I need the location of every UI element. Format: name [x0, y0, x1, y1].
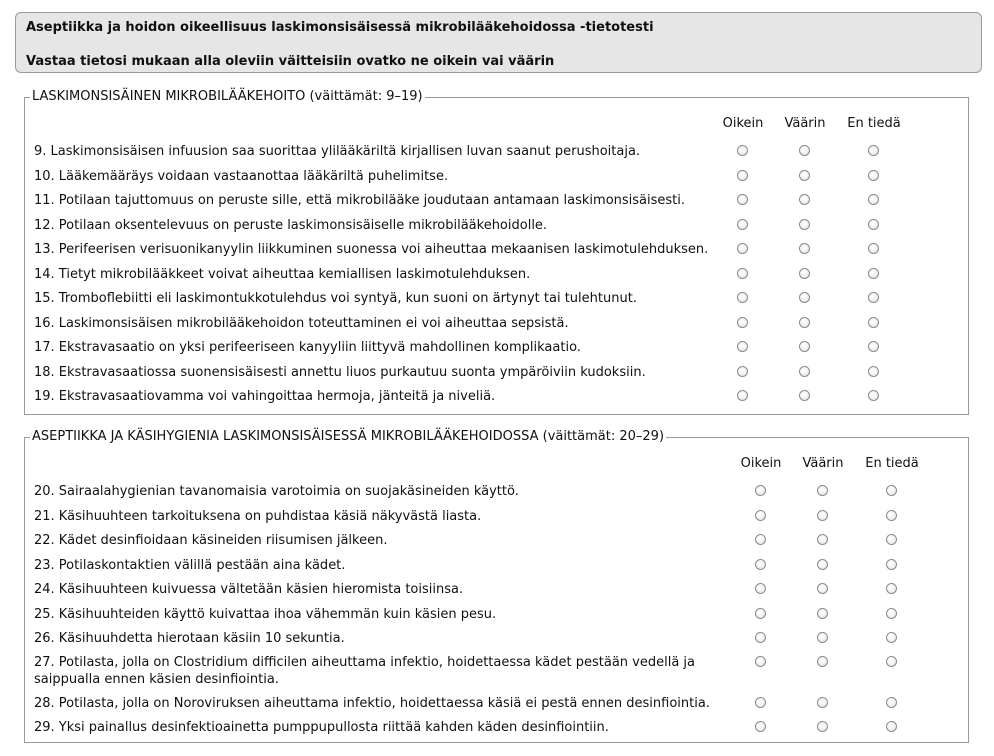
answer-radio-vaarin[interactable] [817, 632, 828, 643]
column-header-en-tieda: En tiedä [865, 456, 919, 471]
answer-radio-vaarin[interactable] [817, 608, 828, 619]
answer-radio-en-tieda[interactable] [868, 145, 879, 156]
answer-radio-vaarin[interactable] [817, 559, 828, 570]
answer-radio-oikein[interactable] [737, 145, 748, 156]
answer-radio-en-tieda[interactable] [868, 390, 879, 401]
answer-radio-vaarin[interactable] [799, 390, 810, 401]
answer-radio-en-tieda[interactable] [868, 243, 879, 254]
answer-radio-vaarin[interactable] [817, 721, 828, 732]
answer-radio-vaarin[interactable] [817, 583, 828, 594]
answer-radio-vaarin[interactable] [817, 697, 828, 708]
column-header-oikein: Oikein [740, 456, 782, 471]
question-text: 15. Tromboflebiitti eli laskimontukkotulehdus voi syntyä, kun suoni on ärtynyt tai tulehtunut. [34, 291, 637, 306]
answer-radio-oikein[interactable] [755, 534, 766, 545]
answer-radio-vaarin[interactable] [817, 534, 828, 545]
question-text: 28. Potilasta, jolla on Noroviruksen aiheuttama infektio, hoidettaessa käsiä ei pestä ennen desinfiointia. [34, 696, 710, 711]
answer-radio-oikein[interactable] [737, 366, 748, 377]
question-text: 23. Potilaskontaktien välillä pestään aina kädet. [34, 558, 346, 573]
answer-radio-vaarin[interactable] [799, 341, 810, 352]
answer-radio-oikein[interactable] [755, 697, 766, 708]
answer-radio-oikein[interactable] [755, 608, 766, 619]
question-text: 27. Potilasta, jolla on Clostridium difficilen aiheuttama infektio, hoidettaessa kädet pestään vedellä ja saippualla ennen käsien desinfiointia. [34, 655, 696, 687]
column-header-oikein: Oikein [722, 116, 764, 131]
answer-radio-vaarin[interactable] [799, 219, 810, 230]
answer-radio-en-tieda[interactable] [886, 632, 897, 643]
answer-radio-vaarin[interactable] [799, 268, 810, 279]
answer-radio-vaarin[interactable] [799, 292, 810, 303]
answer-radio-vaarin[interactable] [817, 510, 828, 521]
answer-radio-oikein[interactable] [737, 390, 748, 401]
answer-radio-en-tieda[interactable] [886, 485, 897, 496]
question-text: 24. Käsihuuhteen kuivuessa vältetään käsien hieromista toisiinsa. [34, 582, 464, 597]
question-text: 14. Tietyt mikrobilääkkeet voivat aiheuttaa kemiallisen laskimotulehduksen. [34, 267, 531, 282]
question-text: 9. Laskimonsisäisen infuusion saa suorittaa ylilääkäriltä kirjallisen luvan saanut perushoitaja. [34, 144, 641, 159]
answer-radio-en-tieda[interactable] [868, 170, 879, 181]
question-text: 12. Potilaan oksentelevuus on peruste laskimonsisäiselle mikrobilääkehoidolle. [34, 218, 548, 233]
section-legend: LASKIMONSISÄINEN MIKROBILÄÄKEHOITO (väittämät: 9–19) [32, 89, 423, 104]
question-text: 10. Lääkemääräys voidaan vastaanottaa lääkäriltä puhelimitse. [34, 169, 449, 184]
answer-radio-vaarin[interactable] [799, 366, 810, 377]
answer-radio-oikein[interactable] [737, 194, 748, 205]
quiz-title: Aseptiikka ja hoidon oikeellisuus laskimonsisäisessä mikrobilääkehoidossa -tietotesti [26, 20, 654, 35]
answer-radio-en-tieda[interactable] [868, 366, 879, 377]
question-text: 18. Ekstravasaatiossa suonensisäisesti annettu liuos purkautuu suonta ympäröiviin kudoksiin. [34, 365, 646, 380]
answer-radio-vaarin[interactable] [799, 194, 810, 205]
answer-radio-oikein[interactable] [755, 559, 766, 570]
answer-radio-oikein[interactable] [755, 721, 766, 732]
answer-radio-oikein[interactable] [737, 170, 748, 181]
answer-radio-oikein[interactable] [755, 583, 766, 594]
question-text: 22. Kädet desinfioidaan käsineiden riisumisen jälkeen. [34, 533, 388, 548]
answer-radio-oikein[interactable] [737, 341, 748, 352]
quiz-header [15, 12, 982, 73]
column-header-en-tieda: En tiedä [847, 116, 901, 131]
answer-radio-en-tieda[interactable] [886, 583, 897, 594]
answer-radio-en-tieda[interactable] [868, 268, 879, 279]
answer-radio-oikein[interactable] [737, 292, 748, 303]
answer-radio-oikein[interactable] [755, 510, 766, 521]
answer-radio-vaarin[interactable] [799, 317, 810, 328]
question-text: 16. Laskimonsisäisen mikrobilääkehoidon toteuttaminen ei voi aiheuttaa sepsistä. [34, 316, 569, 331]
answer-radio-en-tieda[interactable] [868, 292, 879, 303]
answer-radio-en-tieda[interactable] [886, 559, 897, 570]
answer-radio-en-tieda[interactable] [886, 608, 897, 619]
question-text: 11. Potilaan tajuttomuus on peruste sille, että mikrobilääke joudutaan antamaan laskimonsisäisesti. [34, 193, 686, 208]
question-text: 21. Käsihuuhteen tarkoituksena on puhdistaa käsiä näkyvästä liasta. [34, 509, 482, 524]
question-text: 20. Sairaalahygienian tavanomaisia varotoimia on suojakäsineiden käyttö. [34, 484, 519, 499]
column-header-vaarin: Väärin [784, 116, 826, 131]
answer-radio-vaarin[interactable] [799, 170, 810, 181]
question-text: 26. Käsihuuhdetta hierotaan käsiin 10 sekuntia. [34, 631, 345, 646]
answer-radio-vaarin[interactable] [799, 243, 810, 254]
answer-radio-oikein[interactable] [755, 632, 766, 643]
answer-radio-en-tieda[interactable] [868, 317, 879, 328]
answer-radio-en-tieda[interactable] [886, 534, 897, 545]
answer-radio-en-tieda[interactable] [886, 697, 897, 708]
answer-radio-oikein[interactable] [737, 219, 748, 230]
answer-radio-en-tieda[interactable] [886, 656, 897, 667]
section-iv-antibiotic-therapy [24, 89, 969, 415]
question-text: 17. Ekstravasaatio on yksi perifeeriseen kanyyliin liittyvä mahdollinen komplikaatio. [34, 340, 581, 355]
answer-radio-vaarin[interactable] [817, 656, 828, 667]
quiz-instructions: Vastaa tietosi mukaan alla oleviin väitteisiin ovatko ne oikein vai väärin [26, 54, 555, 69]
question-text: 25. Käsihuuhteiden käyttö kuivattaa ihoa vähemmän kuin käsien pesu. [34, 607, 497, 622]
answer-radio-oikein[interactable] [737, 243, 748, 254]
answer-radio-vaarin[interactable] [817, 485, 828, 496]
question-text: 13. Perifeerisen verisuonikanyylin liikkuminen suonessa voi aiheuttaa mekaanisen laskimotulehduksen. [34, 242, 709, 257]
answer-radio-en-tieda[interactable] [868, 219, 879, 230]
answer-radio-oikein[interactable] [755, 656, 766, 667]
answer-radio-en-tieda[interactable] [886, 510, 897, 521]
question-text: 19. Ekstravasaatiovamma voi vahingoittaa hermoja, jänteitä ja niveliä. [34, 389, 496, 404]
answer-radio-vaarin[interactable] [799, 145, 810, 156]
answer-radio-oikein[interactable] [737, 317, 748, 328]
column-header-vaarin: Väärin [802, 456, 844, 471]
answer-radio-oikein[interactable] [737, 268, 748, 279]
section-legend: ASEPTIIKKA JA KÄSIHYGIENIA LASKIMONSISÄISESSÄ MIKROBILÄÄKEHOIDOSSA (väittämät: 20–29) [32, 429, 665, 444]
answer-radio-en-tieda[interactable] [868, 341, 879, 352]
answer-radio-en-tieda[interactable] [886, 721, 897, 732]
answer-radio-oikein[interactable] [755, 485, 766, 496]
answer-radio-en-tieda[interactable] [868, 194, 879, 205]
question-text: 29. Yksi painallus desinfektioainetta pumppupullosta riittää kahden käden desinfiointiin. [34, 720, 609, 735]
section-asepsis-hand-hygiene [24, 429, 969, 743]
